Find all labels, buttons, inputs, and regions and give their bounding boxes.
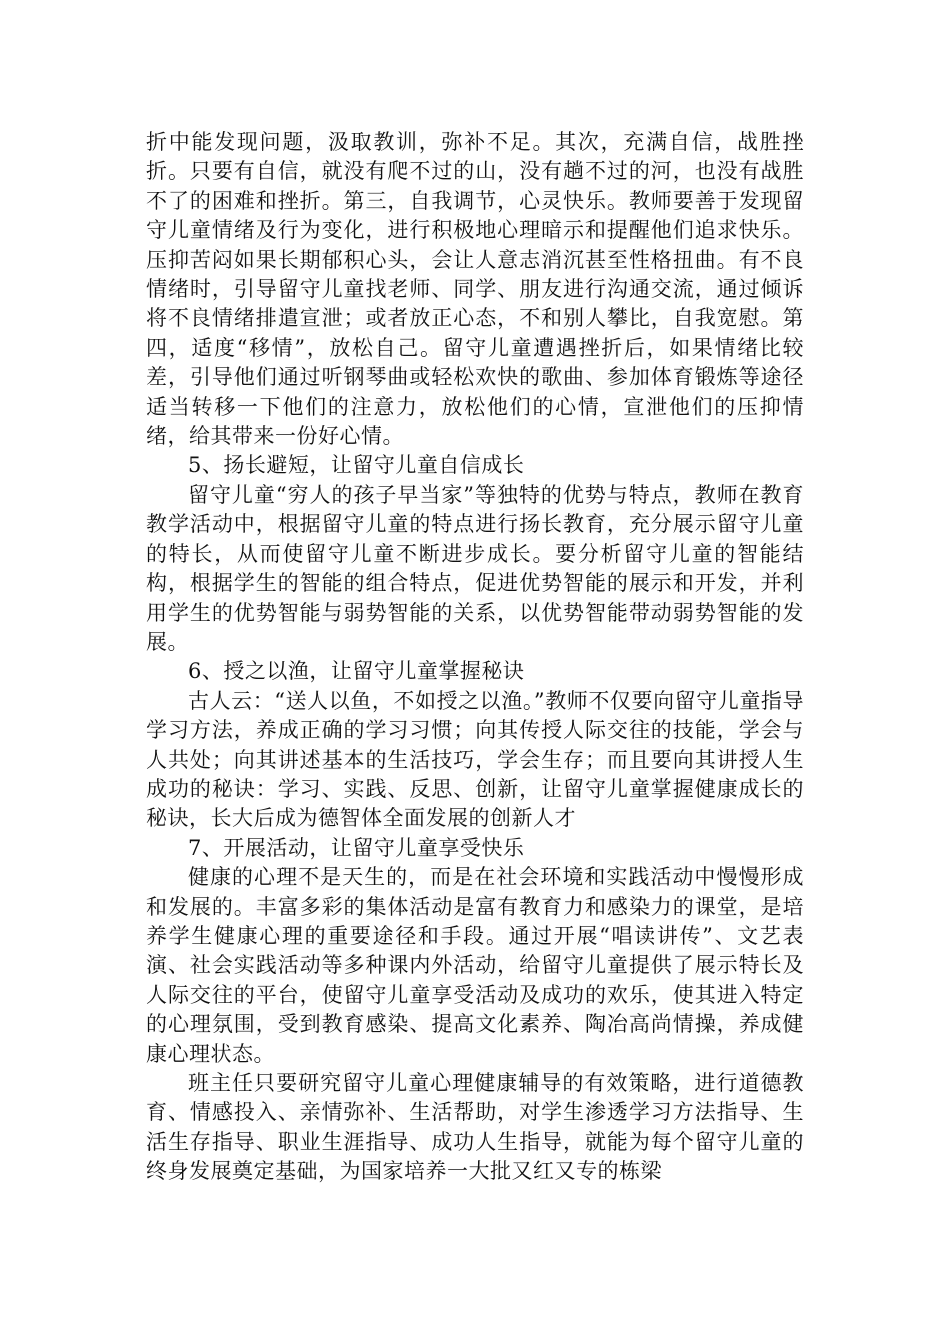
section-heading-7: 7、开展活动，让留守儿童享受快乐 bbox=[188, 835, 525, 860]
document-page bbox=[146, 128, 804, 1187]
paragraph-section-5: 留守儿童“穷人的孩子早当家”等独特的优势与特点，教师在教育教学活动中，根据留守儿童的特点进行扬长教育，充分展示留守儿童的特长，从而使留守儿童不断进步成长。要分析留守儿童的智能结构，根据学生的智能的组合特点，促进优势智能的展示和开发，并利用学生的优势智能与弱势智能的关系，以优势智能带动弱势智能的发展。 bbox=[146, 482, 804, 654]
paragraph-section-6: 古人云：“送人以鱼，不如授之以渔。”教师不仅要向留守儿童指导学习方法，养成正确的学习习惯；向其传授人际交往的技能，学会与人共处；向其讲述基本的生活技巧，学会生存；而且要向其讲授人生成功的秘诀：学习、实践、反思、创新，让留守儿童掌握健康成长的秘诀，长大后成为德智体全面发展的创新人才 bbox=[146, 688, 804, 831]
paragraph-conclusion: 班主任只要研究留守儿童心理健康辅导的有效策略，进行道德教育、情感投入、亲情弥补、生活帮助，对学生渗透学习方法指导、生活生存指导、职业生涯指导、成功人生指导，就能为每个留守儿童的终身发展奠定基础，为国家培养一大批又红又专的栋梁 bbox=[146, 1071, 804, 1184]
paragraph-section-7: 健康的心理不是天生的，而是在社会环境和实践活动中慢慢形成和发展的。丰富多彩的集体活动是富有教育力和感染力的课堂，是培养学生健康心理的重要途径和手段。通过开展“唱读讲传”、文艺表演、社会实践活动等多种课内外活动，给留守儿童提供了展示特长及人际交往的平台，使留守儿童享受活动及成功的欢乐，使其进入特定的心理氛围，受到教育感染、提高文化素养、陶冶高尚情操，养成健康心理状态。 bbox=[146, 865, 804, 1066]
section-heading-5: 5、扬长避短，让留守儿童自信成长 bbox=[188, 453, 525, 478]
paragraph-continuation: 折中能发现问题，汲取教训，弥补不足。其次，充满自信，战胜挫折。只要有自信，就没有爬不过的山，没有趟不过的河，也没有战胜不了的困难和挫折。第三，自我调节，心灵快乐。教师要善于发现留守儿童情绪及行为变化，进行积极地心理暗示和提醒他们追求快乐。压抑苦闷如果长期郁积心头，会让人意志消沉甚至性格扭曲。有不良情绪时，引导留守儿童找老师、同学、朋友进行沟通交流，通过倾诉将不良情绪排遣宣泄；或者放正心态，不和别人攀比，自我宽慰。第四，适度“移情”，放松自己。留守儿童遭遇挫折后，如果情绪比较差，引导他们通过听钢琴曲或轻松欢快的歌曲、参加体育锻炼等途径适当转移一下他们的注意力，放松他们的心情，宣泄他们的压抑情绪，给其带来一份好心情。 bbox=[146, 130, 804, 449]
section-heading-6: 6、授之以渔，让留守儿童掌握秘诀 bbox=[188, 659, 525, 684]
